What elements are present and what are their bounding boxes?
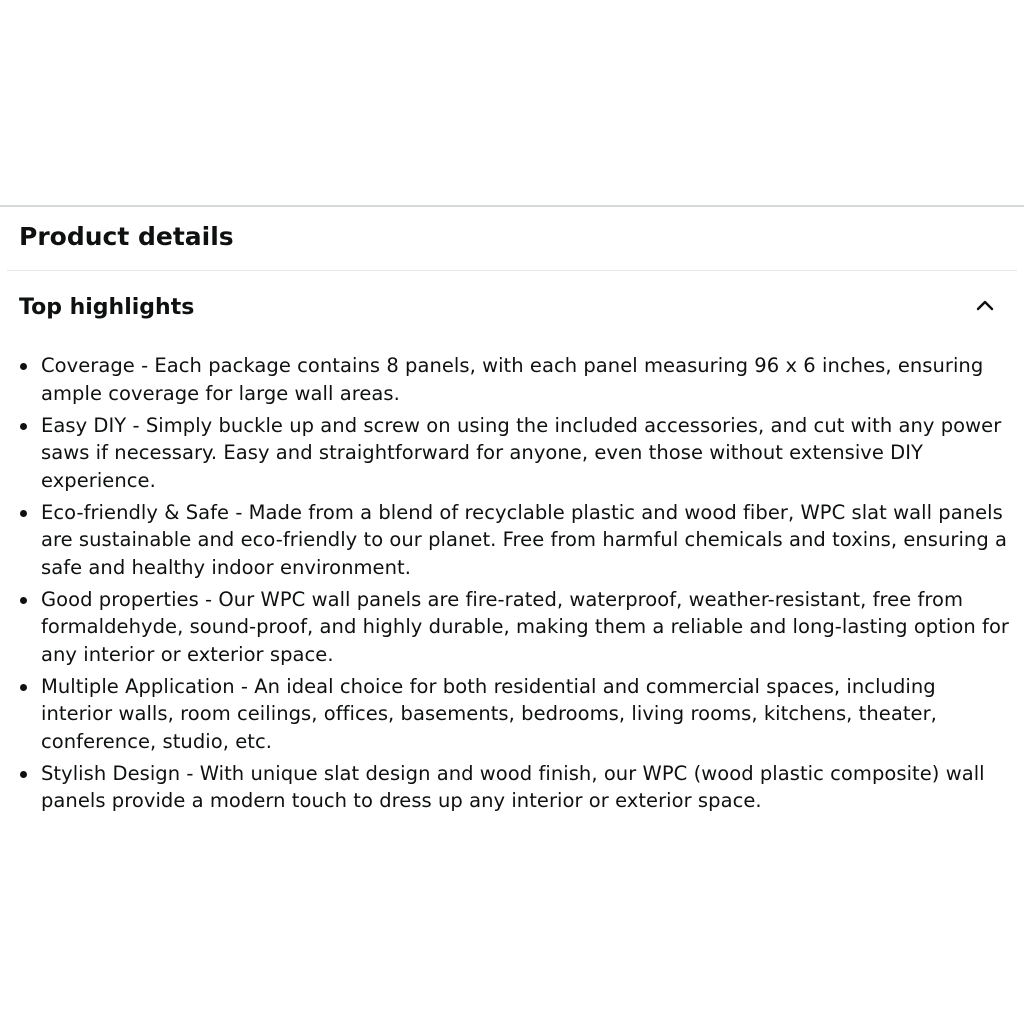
bullet-icon — [20, 771, 27, 778]
highlights-list — [0, 352, 1024, 819]
product-details-heading: Product details — [19, 222, 234, 251]
bullet-icon — [20, 597, 27, 604]
bullet-icon — [20, 684, 27, 691]
list-item — [0, 499, 1024, 582]
list-item — [0, 352, 1024, 407]
section-divider — [0, 205, 1024, 207]
highlight-text: Good properties - Our WPC wall panels are fire-rated, waterproof, weather-resistant, free from formaldehyde, sound-proof, and highly durable, making them a reliable and long-lasting option for any interior or exterior space. — [41, 587, 1009, 666]
highlight-text: Eco-friendly & Safe - Made from a blend of recyclable plastic and wood fiber, WPC slat wall panels are sustainable and eco-friendly to our planet. Free from harmful chemicals and toxins, ensuring a safe and healthy indoor environment. — [41, 500, 1008, 579]
heading-divider — [7, 270, 1017, 271]
top-highlights-expander[interactable] — [0, 288, 1024, 328]
list-item — [0, 760, 1024, 815]
highlight-text: Stylish Design - With unique slat design and wood finish, our WPC (wood plastic composite) wall panels provide a modern touch to dress up any interior or exterior space. — [41, 761, 985, 812]
list-item — [0, 412, 1024, 495]
list-item — [0, 673, 1024, 756]
bullet-icon — [20, 510, 27, 517]
highlight-text: Coverage - Each package contains 8 panels, with each panel measuring 96 x 6 inches, ensuring ample coverage for large wall areas. — [41, 354, 984, 405]
highlight-text: Multiple Application - An ideal choice for both residential and commercial spaces, including interior walls, room ceilings, offices, basements, bedrooms, living rooms, kitchens, theater, conference, studio, etc. — [41, 674, 937, 753]
list-item — [0, 586, 1024, 669]
highlight-text: Easy DIY - Simply buckle up and screw on using the included accessories, and cut with any power saws if necessary. Easy and straightforward for anyone, even those without extensive DIY experience. — [41, 413, 1002, 492]
bullet-icon — [20, 423, 27, 430]
chevron-up-icon[interactable] — [975, 298, 995, 312]
bullet-icon — [20, 363, 27, 370]
top-highlights-heading: Top highlights — [19, 295, 195, 320]
